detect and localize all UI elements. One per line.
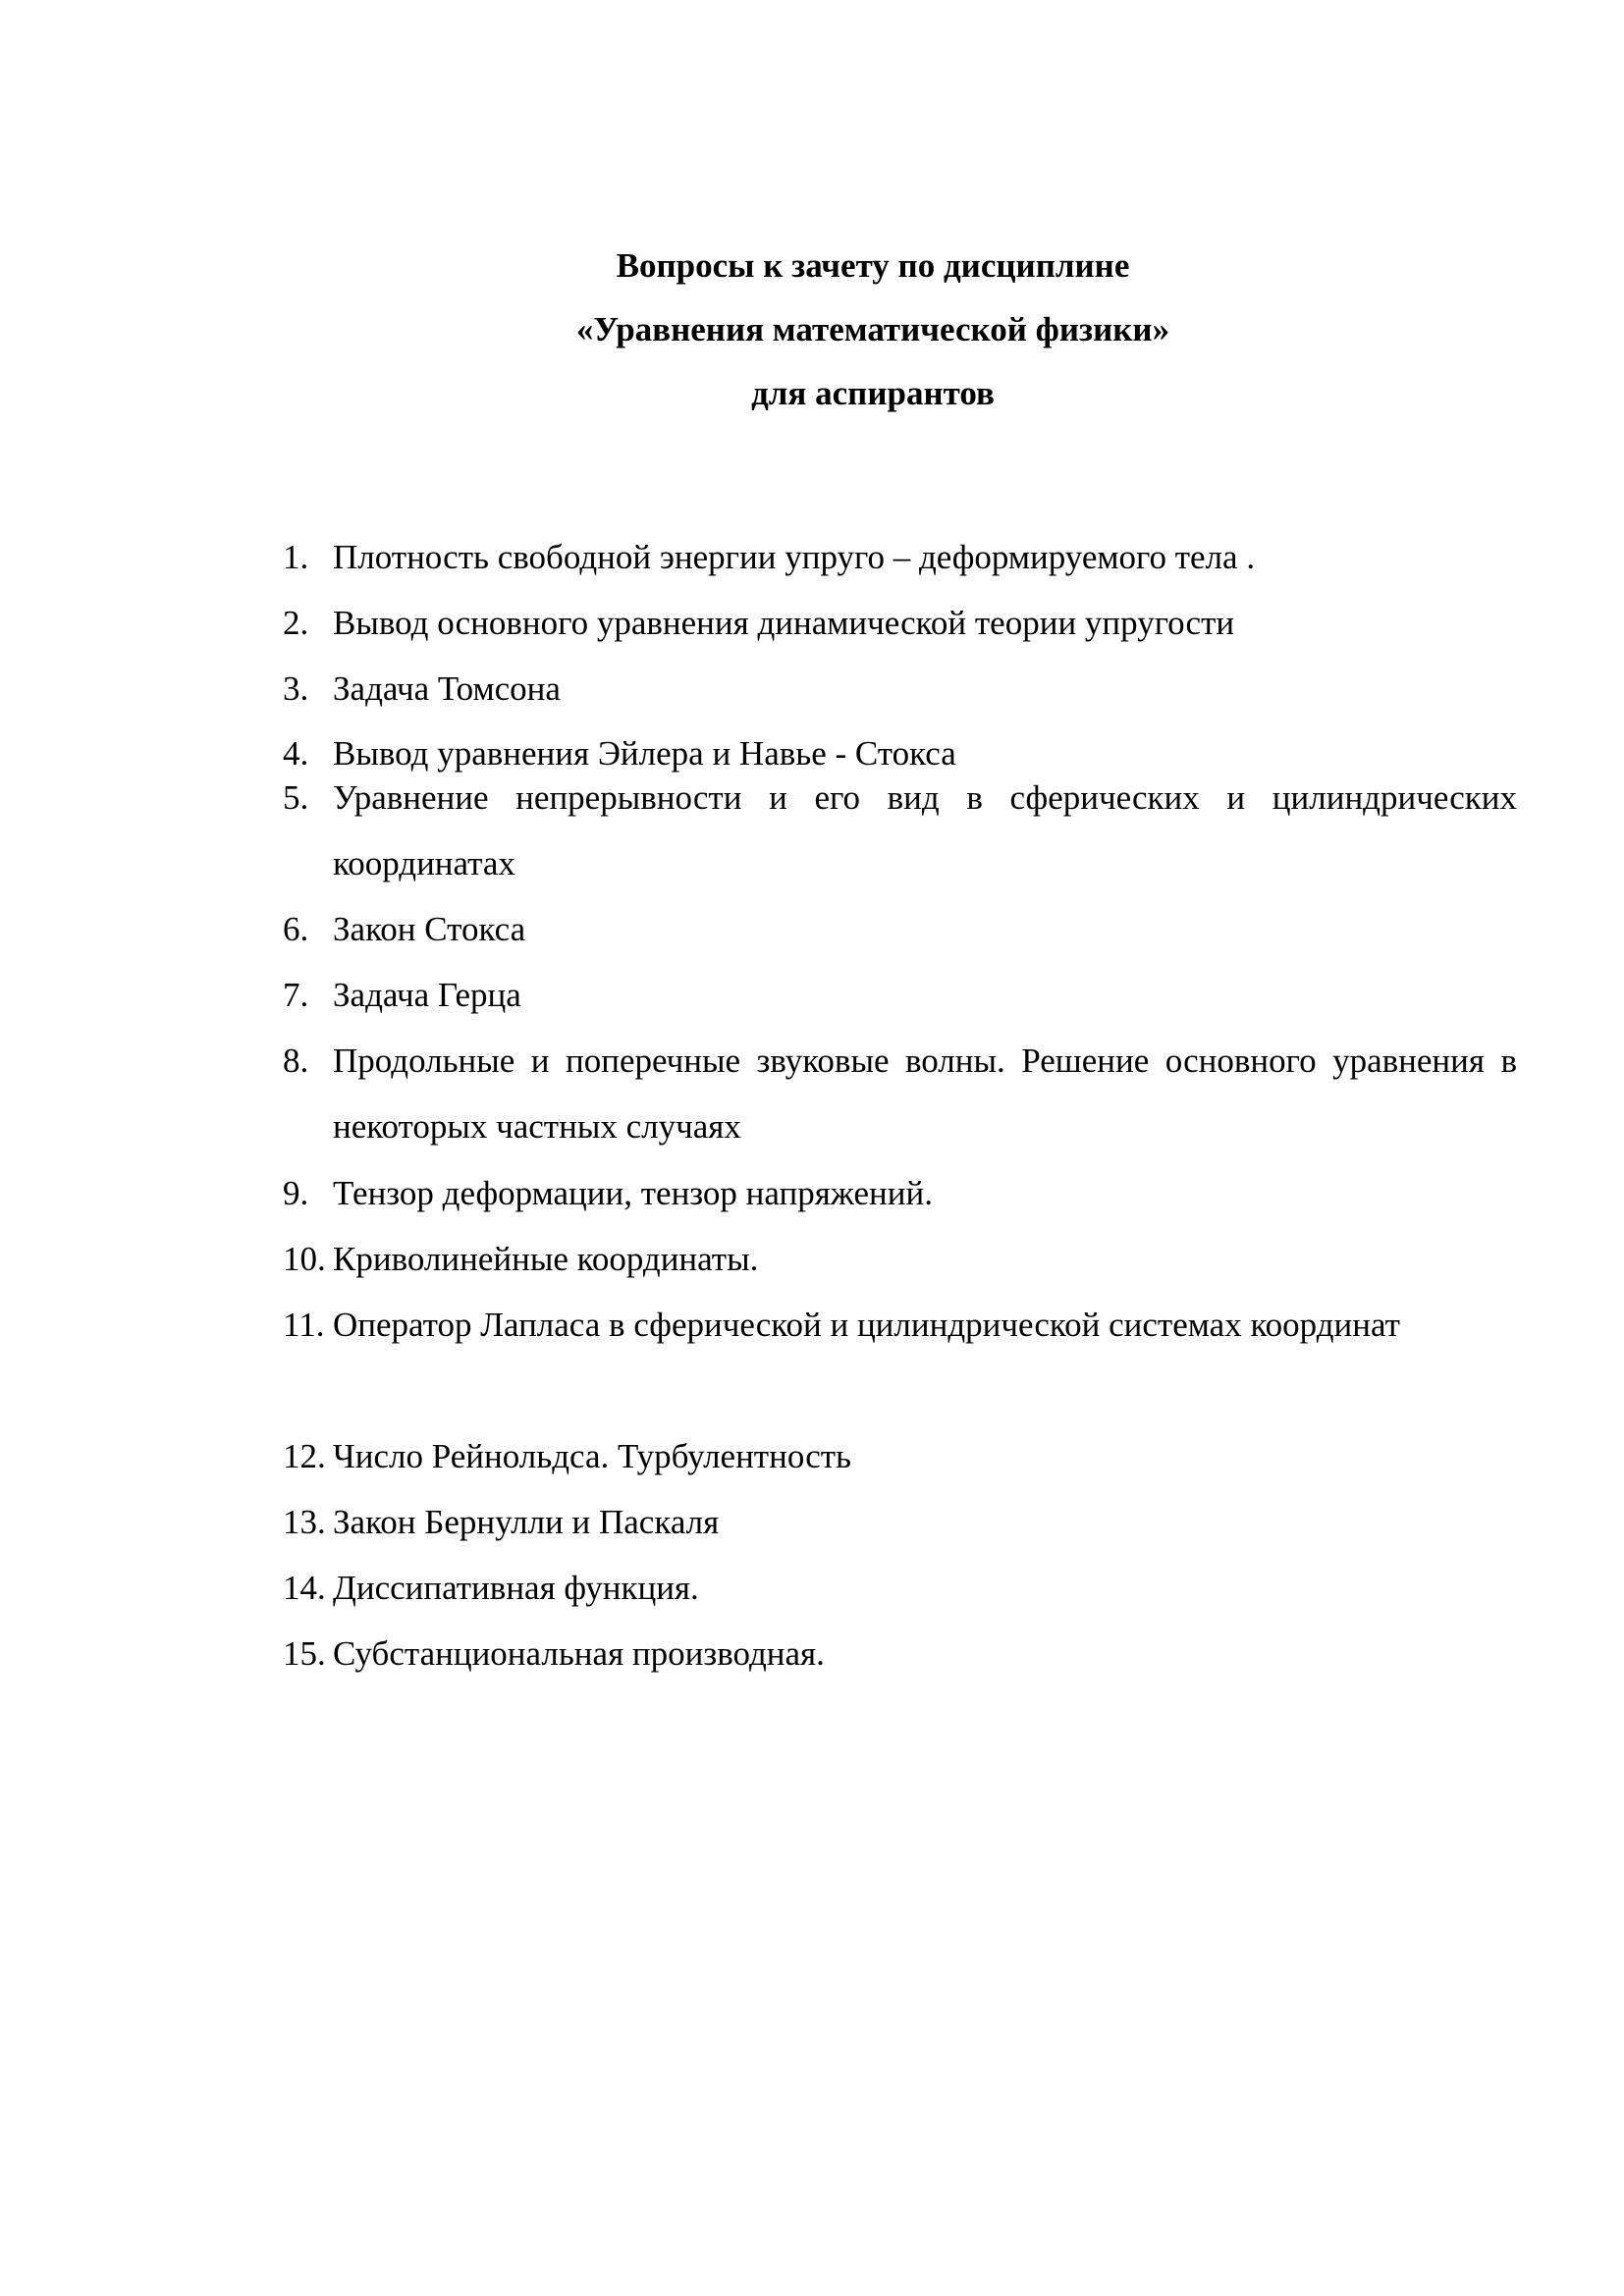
- question-number: 11.: [283, 1306, 325, 1344]
- question-text: Задача Томсона: [333, 669, 561, 708]
- question-number: 15.: [283, 1634, 326, 1673]
- question-text: Продольные и поперечные звуковые волны. Решение основного уравнения в некоторых частных случаях: [333, 1041, 1517, 1146]
- question-number: 12.: [283, 1437, 326, 1475]
- question-number: 4.: [283, 734, 309, 773]
- question-number: 8.: [283, 1041, 309, 1080]
- title-line-1: Вопросы к зачету по дисциплине: [616, 246, 1130, 285]
- question-number: 1.: [283, 538, 309, 576]
- question-number: 14.: [283, 1569, 326, 1607]
- question-text: Оператор Лапласа в сферической и цилиндрической системах координат: [333, 1306, 1400, 1344]
- question-number: 6.: [283, 910, 309, 948]
- question-text: Криволинейные координаты.: [333, 1240, 759, 1278]
- question-text: Плотность свободной энергии упруго – деформируемого тела .: [333, 538, 1256, 576]
- title-line-3: для аспирантов: [751, 374, 995, 412]
- question-text: Вывод основного уравнения динамической теории упругости: [333, 604, 1235, 642]
- question-number: 10.: [283, 1240, 326, 1278]
- question-text: Задача Герца: [333, 976, 521, 1014]
- question-text: Диссипативная функция.: [333, 1569, 699, 1607]
- question-text: Уравнение непрерывности и его вид в сферических и цилиндрических координатах: [333, 778, 1517, 882]
- question-text: Тензор деформации, тензор напряжений.: [333, 1174, 933, 1212]
- question-text: Число Рейнольдса. Турбулентность: [333, 1437, 851, 1475]
- question-text: Субстанциональная производная.: [333, 1634, 825, 1673]
- question-number: 9.: [283, 1174, 309, 1212]
- question-number: 2.: [283, 604, 309, 642]
- question-number: 13.: [283, 1503, 326, 1541]
- question-text: Закон Стокса: [333, 910, 526, 948]
- title-line-2: «Уравнения математической физики»: [575, 310, 1170, 348]
- question-text: Вывод уравнения Эйлера и Навье - Стокса: [333, 734, 956, 773]
- question-text: Закон Бернулли и Паскаля: [333, 1503, 720, 1541]
- question-number: 5.: [283, 778, 309, 817]
- question-number: 7.: [283, 976, 309, 1014]
- question-number: 3.: [283, 669, 309, 708]
